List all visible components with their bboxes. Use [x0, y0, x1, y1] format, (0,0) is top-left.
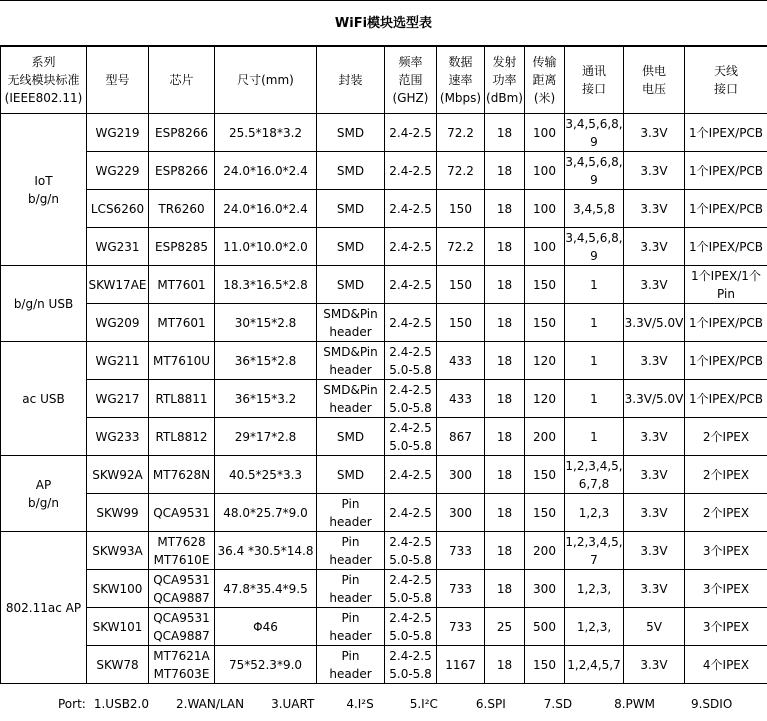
data-rate-cell: 150	[437, 266, 485, 304]
port-legend-label: Port:	[58, 696, 86, 711]
package-cell: SMD&Pin header	[317, 380, 385, 418]
model-cell: SKW78	[87, 646, 149, 684]
size-cell: 25.5*18*3.2	[215, 114, 317, 152]
range-cell: 120	[525, 380, 565, 418]
frequency-cell: 2.4-2.5 5.0-5.8	[385, 418, 437, 456]
antenna-cell: 2个IPEX	[685, 418, 767, 456]
frequency-cell: 2.4-2.5	[385, 266, 437, 304]
range-cell: 150	[525, 494, 565, 532]
data-rate-cell: 300	[437, 456, 485, 494]
header-chip: 芯片	[149, 47, 215, 114]
port-item: 7.SD	[543, 696, 573, 711]
voltage-cell: 3.3V	[624, 228, 685, 266]
header-range: 传输 距离 (米)	[525, 47, 565, 114]
voltage-cell: 3.3V	[624, 532, 685, 570]
package-cell: SMD&Pin header	[317, 342, 385, 380]
tx-power-cell: 18	[485, 418, 525, 456]
tx-power-cell: 18	[485, 228, 525, 266]
port-item: 4.I²S	[346, 696, 374, 711]
frequency-cell: 2.4-2.5 5.0-5.8	[385, 342, 437, 380]
interface-cell: 1,2,3,	[565, 608, 624, 646]
size-cell: 36.4 *30.5*14.8	[215, 532, 317, 570]
data-rate-cell: 433	[437, 342, 485, 380]
size-cell: 48.0*25.7*9.0	[215, 494, 317, 532]
data-rate-cell: 433	[437, 380, 485, 418]
chip-cell: MT7628 MT7610E	[149, 532, 215, 570]
range-cell: 150	[525, 266, 565, 304]
table-row	[1, 228, 767, 266]
model-cell: SKW99	[87, 494, 149, 532]
range-cell: 150	[525, 304, 565, 342]
antenna-cell: 3个IPEX	[685, 608, 767, 646]
model-cell: WG229	[87, 152, 149, 190]
sheet-title: WiFi模块选型表	[0, 0, 767, 46]
range-cell: 150	[525, 456, 565, 494]
port-item: 9.SDIO	[690, 696, 733, 711]
voltage-cell: 3.3V	[624, 342, 685, 380]
voltage-cell: 3.3V	[624, 646, 685, 684]
tx-power-cell: 18	[485, 190, 525, 228]
chip-cell: ESP8266	[149, 152, 215, 190]
interface-cell: 1	[565, 418, 624, 456]
model-cell: SKW100	[87, 570, 149, 608]
interface-cell: 1	[565, 380, 624, 418]
table-row	[1, 342, 767, 380]
frequency-cell: 2.4-2.5	[385, 456, 437, 494]
size-cell: 24.0*16.0*2.4	[215, 152, 317, 190]
chip-cell: MT7610U	[149, 342, 215, 380]
package-cell: Pin header	[317, 646, 385, 684]
size-cell: 75*52.3*9.0	[215, 646, 317, 684]
frequency-cell: 2.4-2.5	[385, 304, 437, 342]
chip-cell: RTL8812	[149, 418, 215, 456]
table-row	[1, 646, 767, 684]
size-cell: 30*15*2.8	[215, 304, 317, 342]
package-cell: Pin header	[317, 494, 385, 532]
data-rate-cell: 733	[437, 608, 485, 646]
interface-cell: 1	[565, 304, 624, 342]
chip-cell: QCA9531 QCA9887	[149, 608, 215, 646]
size-cell: Φ46	[215, 608, 317, 646]
header-frequency: 频率 范围 (GHZ)	[385, 47, 437, 114]
antenna-cell: 1个IPEX/1个Pin	[685, 266, 767, 304]
data-rate-cell: 300	[437, 494, 485, 532]
port-item: 6.SPI	[475, 696, 506, 711]
antenna-cell: 1个IPEX/PCB	[685, 152, 767, 190]
range-cell: 100	[525, 114, 565, 152]
interface-cell: 3,4,5,8	[565, 190, 624, 228]
package-cell: SMD	[317, 266, 385, 304]
table-row	[1, 304, 767, 342]
model-cell: WG217	[87, 380, 149, 418]
tx-power-cell: 18	[485, 266, 525, 304]
package-cell: SMD	[317, 152, 385, 190]
size-cell: 24.0*16.0*2.4	[215, 190, 317, 228]
antenna-cell: 1个IPEX/PCB	[685, 380, 767, 418]
model-cell: SKW93A	[87, 532, 149, 570]
header-model: 型号	[87, 47, 149, 114]
port-item: 2.WAN/LAN	[176, 696, 245, 711]
interface-cell: 1,2,3	[565, 494, 624, 532]
range-cell: 200	[525, 418, 565, 456]
package-cell: SMD	[317, 114, 385, 152]
voltage-cell: 3.3V	[624, 418, 685, 456]
frequency-cell: 2.4-2.5	[385, 228, 437, 266]
package-cell: SMD	[317, 456, 385, 494]
interface-cell: 1,2,3,4,5, 6,7,8	[565, 456, 624, 494]
range-cell: 300	[525, 570, 565, 608]
tx-power-cell: 18	[485, 646, 525, 684]
frequency-cell: 2.4-2.5 5.0-5.8	[385, 380, 437, 418]
chip-cell: QCA9531 QCA9887	[149, 570, 215, 608]
frequency-cell: 2.4-2.5 5.0-5.8	[385, 570, 437, 608]
range-cell: 200	[525, 532, 565, 570]
series-cell: b/g/n USB	[1, 266, 87, 342]
model-cell: WG209	[87, 304, 149, 342]
chip-cell: MT7621A MT7603E	[149, 646, 215, 684]
model-cell: SKW17AE	[87, 266, 149, 304]
package-cell: SMD	[317, 190, 385, 228]
interface-cell: 1,2,4,5,7	[565, 646, 624, 684]
model-cell: WG233	[87, 418, 149, 456]
header-package: 封装	[317, 47, 385, 114]
tx-power-cell: 18	[485, 342, 525, 380]
size-cell: 47.8*35.4*9.5	[215, 570, 317, 608]
table-row	[1, 608, 767, 646]
antenna-cell: 1个IPEX/PCB	[685, 342, 767, 380]
interface-cell: 1,2,3,4,5, 7	[565, 532, 624, 570]
voltage-cell: 3.3V	[624, 266, 685, 304]
table-row	[1, 114, 767, 152]
header-row	[1, 47, 767, 114]
frequency-cell: 2.4-2.5 5.0-5.8	[385, 646, 437, 684]
table-row	[1, 532, 767, 570]
package-cell: SMD&Pin header	[317, 304, 385, 342]
chip-cell: MT7628N	[149, 456, 215, 494]
table-row	[1, 494, 767, 532]
model-cell: SKW101	[87, 608, 149, 646]
header-size: 尺寸(mm)	[215, 47, 317, 114]
antenna-cell: 2个IPEX	[685, 494, 767, 532]
model-cell: WG219	[87, 114, 149, 152]
tx-power-cell: 25	[485, 608, 525, 646]
tx-power-cell: 18	[485, 114, 525, 152]
data-rate-cell: 733	[437, 570, 485, 608]
range-cell: 120	[525, 342, 565, 380]
voltage-cell: 3.3V	[624, 570, 685, 608]
data-rate-cell: 72.2	[437, 114, 485, 152]
voltage-cell: 5V	[624, 608, 685, 646]
antenna-cell: 1个IPEX/PCB	[685, 304, 767, 342]
size-cell: 36*15*2.8	[215, 342, 317, 380]
antenna-cell: 1个IPEX/PCB	[685, 190, 767, 228]
data-rate-cell: 150	[437, 304, 485, 342]
antenna-cell: 1个IPEX/PCB	[685, 114, 767, 152]
antenna-cell: 3个IPEX	[685, 532, 767, 570]
data-rate-cell: 72.2	[437, 228, 485, 266]
chip-cell: QCA9531	[149, 494, 215, 532]
model-cell: LCS6260	[87, 190, 149, 228]
module-table	[0, 46, 767, 684]
port-legend	[0, 686, 767, 721]
voltage-cell: 3.3V	[624, 494, 685, 532]
header-antenna: 天线 接口	[685, 47, 767, 114]
data-rate-cell: 150	[437, 190, 485, 228]
chip-cell: RTL8811	[149, 380, 215, 418]
interface-cell: 1	[565, 266, 624, 304]
chip-cell: MT7601	[149, 266, 215, 304]
series-cell: IoT b/g/n	[1, 114, 87, 266]
header-data-rate: 数据 速率 (Mbps)	[437, 47, 485, 114]
tx-power-cell: 18	[485, 532, 525, 570]
voltage-cell: 3.3V/5.0V	[624, 304, 685, 342]
model-cell: SKW92A	[87, 456, 149, 494]
data-rate-cell: 867	[437, 418, 485, 456]
package-cell: Pin header	[317, 532, 385, 570]
frequency-cell: 2.4-2.5 5.0-5.8	[385, 532, 437, 570]
package-cell: SMD	[317, 228, 385, 266]
port-item: 8.PWM	[614, 696, 655, 711]
table-row	[1, 152, 767, 190]
interface-cell: 3,4,5,6,8, 9	[565, 152, 624, 190]
range-cell: 500	[525, 608, 565, 646]
table-row	[1, 266, 767, 304]
size-cell: 18.3*16.5*2.8	[215, 266, 317, 304]
model-cell: WG211	[87, 342, 149, 380]
interface-cell: 1,2,3,	[565, 570, 624, 608]
series-cell: ac USB	[1, 342, 87, 456]
model-cell: WG231	[87, 228, 149, 266]
voltage-cell: 3.3V/5.0V	[624, 380, 685, 418]
tx-power-cell: 18	[485, 456, 525, 494]
package-cell: SMD	[317, 418, 385, 456]
port-item: 5.I²C	[409, 696, 438, 711]
size-cell: 29*17*2.8	[215, 418, 317, 456]
antenna-cell: 1个IPEX/PCB	[685, 228, 767, 266]
package-cell: Pin header	[317, 570, 385, 608]
data-rate-cell: 72.2	[437, 152, 485, 190]
interface-cell: 1	[565, 342, 624, 380]
table-row	[1, 570, 767, 608]
interface-cell: 3,4,5,6,8, 9	[565, 228, 624, 266]
frequency-cell: 2.4-2.5	[385, 190, 437, 228]
tx-power-cell: 18	[485, 152, 525, 190]
antenna-cell: 2个IPEX	[685, 456, 767, 494]
header-series: 系列 无线模块标准 (IEEE802.11)	[1, 47, 87, 114]
header-tx-power: 发射 功率 (dBm)	[485, 47, 525, 114]
header-voltage: 供电 电压	[624, 47, 685, 114]
table-row	[1, 456, 767, 494]
series-cell: 802.11ac AP	[1, 532, 87, 684]
package-cell: Pin header	[317, 608, 385, 646]
table-row	[1, 380, 767, 418]
data-rate-cell: 1167	[437, 646, 485, 684]
tx-power-cell: 18	[485, 304, 525, 342]
port-item: 3.UART	[271, 696, 315, 711]
voltage-cell: 3.3V	[624, 114, 685, 152]
range-cell: 100	[525, 152, 565, 190]
voltage-cell: 3.3V	[624, 456, 685, 494]
data-rate-cell: 733	[437, 532, 485, 570]
tx-power-cell: 18	[485, 570, 525, 608]
header-interface: 通讯 接口	[565, 47, 624, 114]
port-item: 1.USB2.0	[93, 696, 150, 711]
interface-cell: 3,4,5,6,8, 9	[565, 114, 624, 152]
size-cell: 40.5*25*3.3	[215, 456, 317, 494]
size-cell: 11.0*10.0*2.0	[215, 228, 317, 266]
frequency-cell: 2.4-2.5	[385, 114, 437, 152]
tx-power-cell: 18	[485, 494, 525, 532]
tx-power-cell: 18	[485, 380, 525, 418]
chip-cell: TR6260	[149, 190, 215, 228]
voltage-cell: 3.3V	[624, 190, 685, 228]
table-row	[1, 190, 767, 228]
range-cell: 100	[525, 228, 565, 266]
range-cell: 150	[525, 646, 565, 684]
size-cell: 36*15*3.2	[215, 380, 317, 418]
chip-cell: MT7601	[149, 304, 215, 342]
table-row	[1, 418, 767, 456]
range-cell: 100	[525, 190, 565, 228]
voltage-cell: 3.3V	[624, 152, 685, 190]
frequency-cell: 2.4-2.5	[385, 152, 437, 190]
chip-cell: ESP8285	[149, 228, 215, 266]
frequency-cell: 2.4-2.5 5.0-5.8	[385, 608, 437, 646]
series-cell: AP b/g/n	[1, 456, 87, 532]
frequency-cell: 2.4-2.5	[385, 494, 437, 532]
antenna-cell: 4个IPEX	[685, 646, 767, 684]
antenna-cell: 3个IPEX	[685, 570, 767, 608]
chip-cell: ESP8266	[149, 114, 215, 152]
